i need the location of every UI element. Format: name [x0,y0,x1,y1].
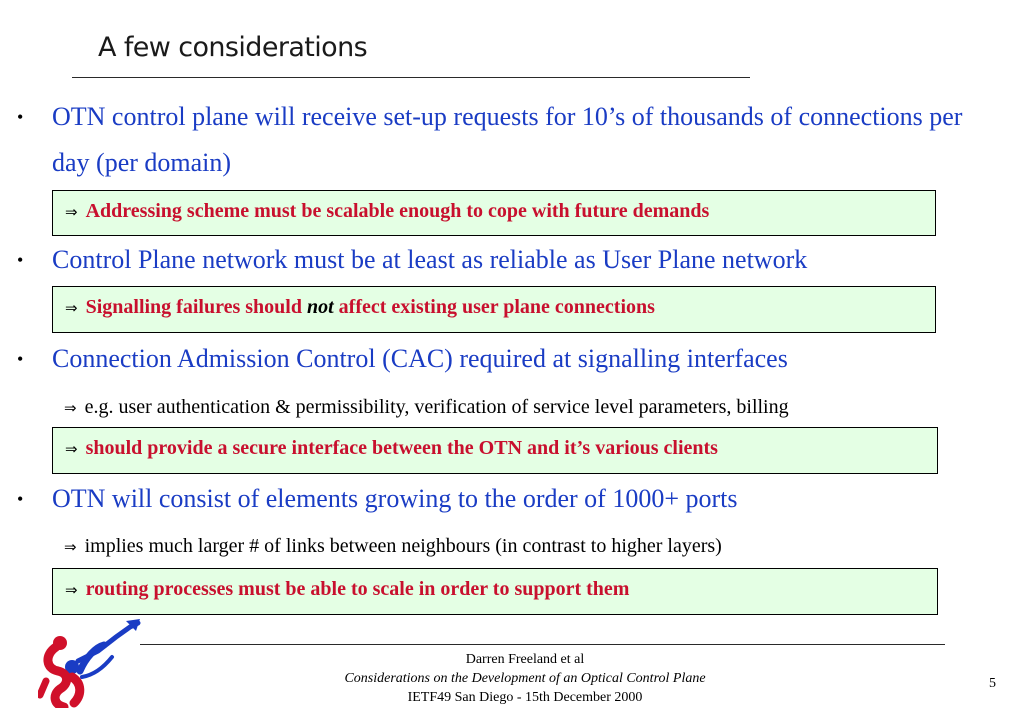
footer [300,650,750,707]
bullet-1 [17,94,972,186]
implies-arrow-icon: ⇒ [64,538,77,556]
footer-event: IETF49 San Diego - 15th December 2000 [407,690,643,705]
bullet-2 [17,237,808,283]
callout-box-1 [52,190,936,236]
bullet-3-text: Connection Admission Control (CAC) required at signalling interfaces [52,344,788,373]
callout-box-4-text: routing processes must be able to scale in order to support them [85,578,630,600]
bullet-dot: • [17,250,24,270]
footer-author: Darren Freeland et al [465,652,585,667]
callout-box-2-emphasis: not [306,296,334,318]
callout-box-3-text: should provide a secure interface between the OTN and it’s various clients [85,437,718,459]
implies-arrow-icon: ⇒ [64,399,77,417]
implies-arrow-icon: ⇒ [65,440,78,458]
bullet-dot: • [17,349,24,369]
sub-point-2 [64,534,722,559]
page-number: 5 [989,676,996,691]
bullet-3 [17,336,788,382]
callout-box-4 [52,568,938,615]
footer-paper-title: Considerations on the Development of an Optical Control Plane [344,671,706,686]
sub-point-1 [64,395,789,420]
implies-arrow-icon: ⇒ [65,581,78,599]
callout-box-2 [52,286,936,333]
implies-arrow-icon: ⇒ [65,203,78,221]
implies-arrow-icon: ⇒ [65,299,78,317]
figure-logo-icon [38,617,143,708]
callout-box-2-text-post: affect existing user plane connections [338,296,655,318]
sub-point-1-text: e.g. user authentication & permissibility, verification of service level parameters, billing [84,396,789,418]
bullet-4 [17,476,738,522]
sub-point-2-text: implies much larger # of links between neighbours (in contrast to higher layers) [84,535,722,557]
bullet-4-text: OTN will consist of elements growing to the order of 1000+ ports [52,484,738,513]
callout-box-3 [52,427,938,474]
bullet-2-text: Control Plane network must be at least as reliable as User Plane network [52,245,808,274]
callout-box-1-text: Addressing scheme must be scalable enough to cope with future demands [85,200,710,222]
bullet-dot: • [17,107,24,127]
bullet-1-text: OTN control plane will receive set-up requests for 10’s of thousands of connections per day (per domain) [52,102,963,177]
callout-box-2-text-pre: Signalling failures should [85,296,302,318]
title-underline [72,77,750,78]
footer-rule [140,644,945,645]
slide-title: A few considerations [98,32,368,63]
bullet-dot: • [17,489,24,509]
